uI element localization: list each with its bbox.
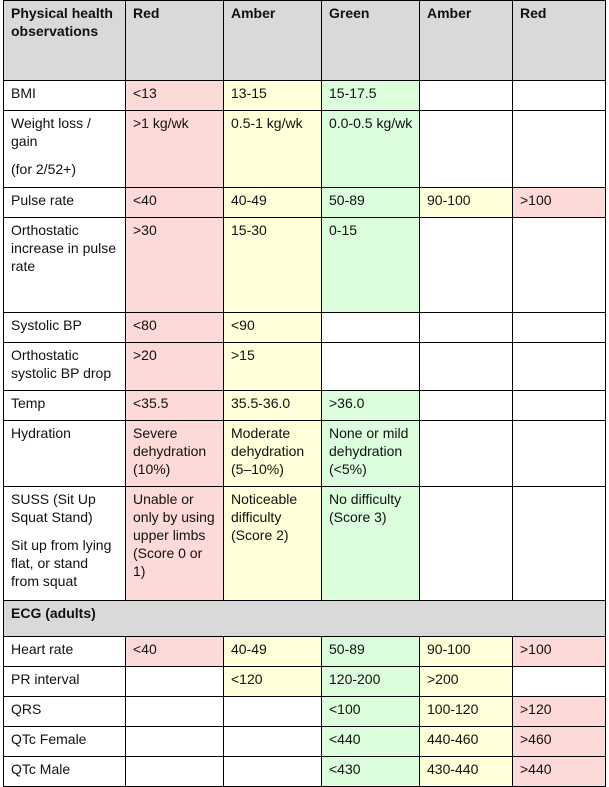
table-row <box>4 637 606 667</box>
header-red: Red <box>126 1 224 81</box>
cell-red-high: >120 <box>513 697 606 727</box>
cell-green <box>322 343 420 391</box>
cell-red: <13 <box>126 81 224 111</box>
table-row <box>4 218 606 313</box>
cell-red: <40 <box>126 637 224 667</box>
row-label-cell <box>4 111 126 188</box>
table-row <box>4 81 606 111</box>
cell-value: 0.5-1 kg/wk <box>231 115 303 131</box>
cell-green: 120-200 <box>322 667 420 697</box>
cell-value: >1 kg/wk <box>133 115 189 131</box>
cell-amber-high <box>420 313 513 343</box>
row-label: QRS <box>4 697 126 727</box>
table-row <box>4 421 606 487</box>
row-label: SUSS (Sit Up Squat Stand) <box>11 491 96 525</box>
cell-green: 0-15 <box>322 218 420 313</box>
cell-green: >36.0 <box>322 391 420 421</box>
table-row <box>4 391 606 421</box>
cell-red-high <box>513 313 606 343</box>
header-amber-high: Amber <box>420 1 513 81</box>
cell-red-high: >100 <box>513 637 606 667</box>
row-label: Orthostatic increase in pulse rate <box>4 218 126 313</box>
cell-red-high: >100 <box>513 188 606 218</box>
row-sublabel: Sit up from lying flat, or stand from squat <box>11 537 112 589</box>
section-title-ecg: ECG (adults) <box>4 601 606 637</box>
cell-green: <100 <box>322 697 420 727</box>
cell-green <box>322 313 420 343</box>
cell-amber: Moderate dehydration (5–10%) <box>224 421 322 487</box>
cell-red: <40 <box>126 188 224 218</box>
cell-value: 0.0-0.5 kg/wk <box>329 115 413 131</box>
cell-red <box>126 697 224 727</box>
table-row <box>4 727 606 757</box>
row-label: Systolic BP <box>4 313 126 343</box>
row-sublabel: (for 2/52+) <box>11 161 76 177</box>
row-label: Heart rate <box>4 637 126 667</box>
cell-amber-high <box>420 111 513 188</box>
cell-red: <35.5 <box>126 391 224 421</box>
cell-green <box>322 111 420 188</box>
cell-red-high <box>513 391 606 421</box>
cell-red: <80 <box>126 313 224 343</box>
section-row <box>4 601 606 637</box>
cell-red <box>126 757 224 787</box>
table-row <box>4 757 606 787</box>
cell-green: 15-17.5 <box>322 81 420 111</box>
cell-green: <430 <box>322 757 420 787</box>
header-red-high: Red <box>513 1 606 81</box>
cell-amber: 40-49 <box>224 188 322 218</box>
header-amber: Amber <box>224 1 322 81</box>
row-label: Orthostatic systolic BP drop <box>4 343 126 391</box>
cell-red-high <box>513 111 606 188</box>
row-label: Hydration <box>4 421 126 487</box>
cell-red-high <box>513 81 606 111</box>
cell-amber-high <box>420 391 513 421</box>
cell-green: 50-89 <box>322 637 420 667</box>
table-row <box>4 667 606 697</box>
cell-amber: 35.5-36.0 <box>224 391 322 421</box>
cell-red-high: >460 <box>513 727 606 757</box>
row-label: QTc Female <box>4 727 126 757</box>
table-row <box>4 487 606 601</box>
cell-amber <box>224 697 322 727</box>
cell-red-high <box>513 218 606 313</box>
cell-amber: <120 <box>224 667 322 697</box>
observation-thresholds-table <box>3 0 606 787</box>
cell-green: No difficulty (Score 3) <box>322 487 420 601</box>
cell-amber-high <box>420 218 513 313</box>
cell-red: >20 <box>126 343 224 391</box>
cell-red <box>126 727 224 757</box>
cell-amber-high <box>420 421 513 487</box>
cell-amber-high: 430-440 <box>420 757 513 787</box>
cell-green: 50-89 <box>322 188 420 218</box>
cell-amber-high: 440-460 <box>420 727 513 757</box>
cell-amber-high: 90-100 <box>420 188 513 218</box>
table-row <box>4 313 606 343</box>
cell-amber-high <box>420 81 513 111</box>
cell-red <box>126 111 224 188</box>
cell-green: <440 <box>322 727 420 757</box>
table-row <box>4 343 606 391</box>
cell-amber <box>224 111 322 188</box>
row-label: Temp <box>4 391 126 421</box>
table-row <box>4 188 606 218</box>
row-label: QTc Male <box>4 757 126 787</box>
cell-red-high <box>513 421 606 487</box>
table-row <box>4 111 606 188</box>
table-row <box>4 697 606 727</box>
cell-amber-high: 90-100 <box>420 637 513 667</box>
cell-red: Unable or only by using upper limbs (Score 0 or 1) <box>126 487 224 601</box>
cell-amber-high: >200 <box>420 667 513 697</box>
cell-red-high <box>513 487 606 601</box>
cell-amber <box>224 727 322 757</box>
cell-red-high: >440 <box>513 757 606 787</box>
cell-red: Severe dehydration (10%) <box>126 421 224 487</box>
cell-amber-high <box>420 487 513 601</box>
header-observations: Physical health observations <box>4 1 126 81</box>
cell-amber: 13-15 <box>224 81 322 111</box>
row-label: Pulse rate <box>4 188 126 218</box>
cell-amber: 15-30 <box>224 218 322 313</box>
row-label: BMI <box>4 81 126 111</box>
cell-red: >30 <box>126 218 224 313</box>
cell-amber <box>224 757 322 787</box>
cell-amber-high <box>420 343 513 391</box>
cell-red-high <box>513 667 606 697</box>
header-green: Green <box>322 1 420 81</box>
cell-amber: 40-49 <box>224 637 322 667</box>
cell-amber: <90 <box>224 313 322 343</box>
cell-amber: >15 <box>224 343 322 391</box>
cell-amber: Noticeable difficulty (Score 2) <box>224 487 322 601</box>
cell-amber-high: 100-120 <box>420 697 513 727</box>
cell-green: None or mild dehydration (<5%) <box>322 421 420 487</box>
cell-red <box>126 667 224 697</box>
row-label-cell <box>4 487 126 601</box>
cell-red-high <box>513 343 606 391</box>
row-label: Weight loss / gain <box>11 115 91 149</box>
header-row <box>4 1 606 81</box>
row-label: PR interval <box>4 667 126 697</box>
